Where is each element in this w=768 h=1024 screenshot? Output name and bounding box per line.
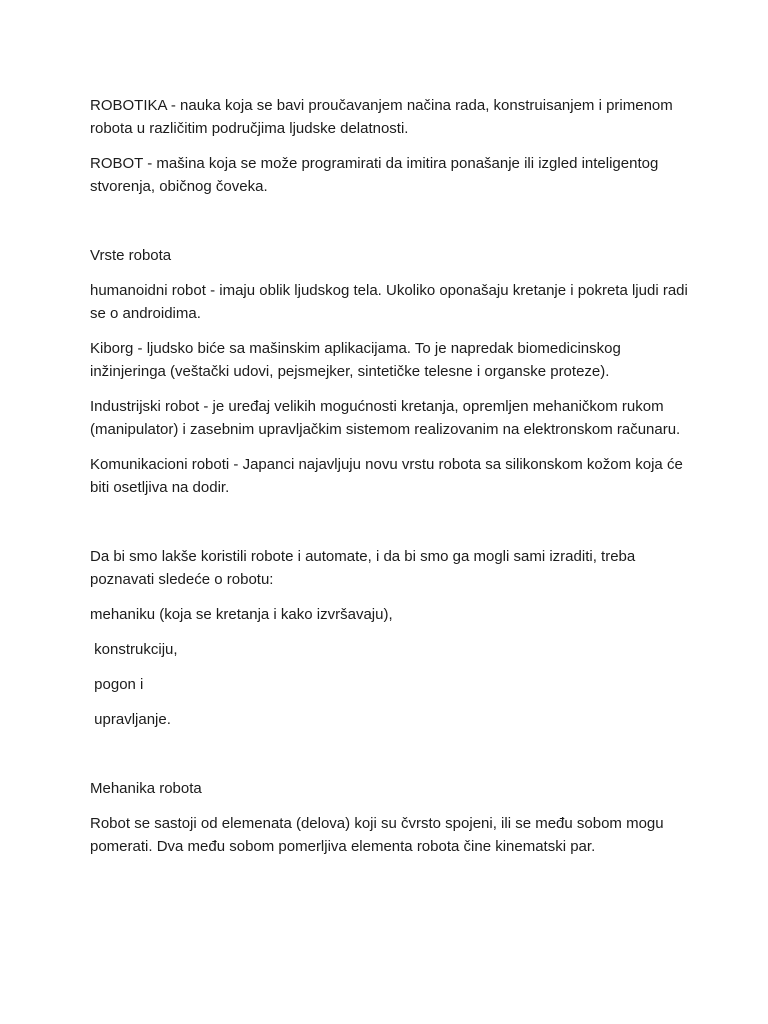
heading-vrste-robota: Vrste robota [90, 247, 172, 264]
paragraph-komunikacioni-roboti: Komunikacioni roboti - Japanci najavljuju novu vrstu robota sa silikonskom kožom koja će biti osetljiva na dodir. [90, 456, 687, 496]
paragraph-robot-knowledge-intro: Da bi smo lakše koristili robote i automate, i da bi smo ga mogli sami izraditi, treba poznavati sledeće o robotu: [90, 548, 640, 588]
list-item-konstrukciju: konstrukciju, [90, 641, 178, 658]
paragraph-humanoidni-robot: humanoidni robot - imaju oblik ljudskog tela. Ukoliko oponašaju kretanje i pokreta ljudi radi se o androidima. [90, 282, 693, 322]
paragraph-industrijski-robot: Industrijski robot - je uređaj velikih mogućnosti kretanja, opremljen mehaničkom rukom (manipulator) i zasebnim upravljačkim sistemom realizovanim na elektronskom računaru. [90, 398, 681, 438]
list-item-mehaniku: mehaniku (koja se kretanja i kako izvršavaju), [90, 606, 393, 623]
paragraph-kiborg: Kiborg - ljudsko biće sa mašinskim aplikacijama. To je napredak biomedicinskog inžinjeringa (veštački udovi, pejsmejker, sintetičke telesne i organske proteze). [90, 340, 625, 380]
list-item-pogon: pogon i [90, 676, 144, 693]
paragraph-robotika-definition: ROBOTIKA - nauka koja se bavi proučavanjem načina rada, konstruisanjem i primenom robota u različitim područjima ljudske delatnosti. [90, 97, 677, 137]
heading-mehanika-robota: Mehanika robota [90, 780, 202, 797]
paragraph-mehanika-robota: Robot se sastoji od elemenata (delova) koji su čvrsto spojeni, ili se među sobom mogu pomerati. Dva među sobom pomerljiva elementa robota čine kinematski par. [90, 815, 668, 855]
list-item-upravljanje: upravljanje. [90, 711, 171, 728]
document-body [90, 94, 693, 870]
paragraph-robot-definition: ROBOT - mašina koja se može programirati da imitira ponašanje ili izgled inteligentog stvorenja, običnog čoveka. [90, 155, 663, 195]
